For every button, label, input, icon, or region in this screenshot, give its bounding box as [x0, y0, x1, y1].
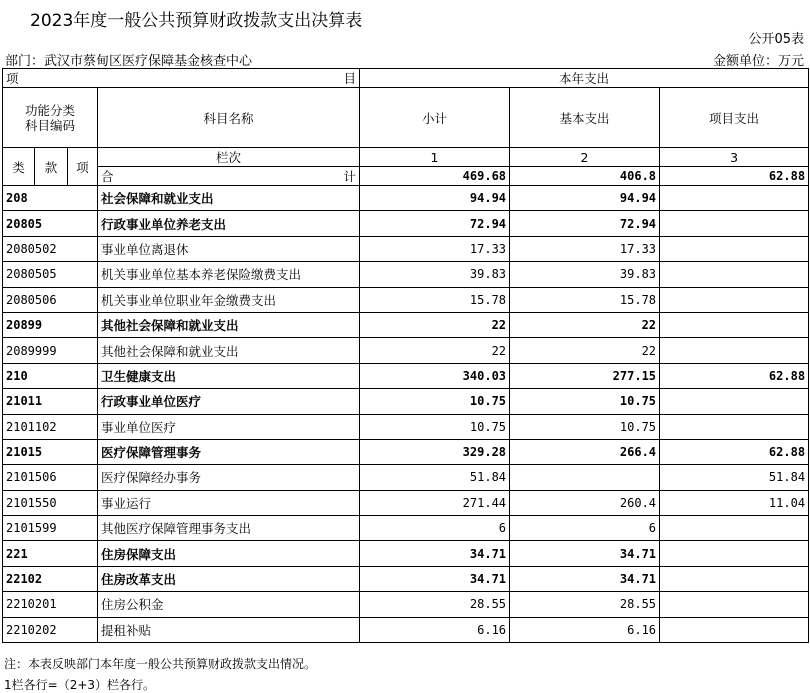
row-basic: 72.94 [510, 211, 660, 236]
row-code: 2101506 [3, 465, 98, 490]
row-basic: 15.78 [510, 287, 660, 312]
row-subtotal: 10.75 [360, 389, 510, 414]
row-basic: 34.71 [510, 566, 660, 591]
note-1: 注：本表反映部门本年度一般公共预算财政拨款支出情况。 [4, 657, 317, 671]
row-subject-name: 卫生健康支出 [98, 363, 360, 388]
table-row [3, 414, 809, 439]
row-basic: 6.16 [510, 617, 660, 642]
department-label: 部门：武汉市蔡甸区医疗保障基金核查中心 [5, 54, 253, 69]
row-subtotal: 329.28 [360, 439, 510, 464]
row-subject-name: 事业运行 [98, 490, 360, 515]
row-basic: 260.4 [510, 490, 660, 515]
header-subject-name: 科目名称 [98, 88, 360, 148]
table-row [3, 592, 809, 617]
header-row-3 [3, 148, 809, 167]
col-number-2: 2 [510, 148, 660, 167]
total-project: 62.88 [660, 167, 809, 186]
table-row [3, 566, 809, 591]
row-code: 221 [3, 541, 98, 566]
row-project [660, 262, 809, 287]
row-subject-name: 住房公积金 [98, 592, 360, 617]
row-project [660, 516, 809, 541]
expenditure-table [2, 68, 809, 643]
amount-unit-label: 金额单位：万元 [712, 54, 804, 69]
row-basic: 17.33 [510, 236, 660, 261]
row-code: 2210202 [3, 617, 98, 642]
row-code: 2080502 [3, 236, 98, 261]
row-project [660, 541, 809, 566]
header-func-code: 功能分类 科目编码 [3, 88, 98, 148]
report-title: 2023年度一般公共预算财政拨款支出决算表 [30, 11, 363, 31]
row-code: 20805 [3, 211, 98, 236]
row-project: 51.84 [660, 465, 809, 490]
row-project [660, 186, 809, 211]
row-project [660, 566, 809, 591]
row-subtotal: 17.33 [360, 236, 510, 261]
row-subject-name: 其他社会保障和就业支出 [98, 338, 360, 363]
table-row [3, 262, 809, 287]
row-code: 22102 [3, 566, 98, 591]
row-project [660, 312, 809, 337]
row-subtotal: 34.71 [360, 566, 510, 591]
col-number-1: 1 [360, 148, 510, 167]
row-subject-name: 事业单位医疗 [98, 414, 360, 439]
row-subtotal: 271.44 [360, 490, 510, 515]
table-row [3, 516, 809, 541]
row-project: 11.04 [660, 490, 809, 515]
row-basic: 34.71 [510, 541, 660, 566]
row-subtotal: 51.84 [360, 465, 510, 490]
row-subject-name: 住房改革支出 [98, 566, 360, 591]
table-row [3, 465, 809, 490]
row-subject-name: 住房保障支出 [98, 541, 360, 566]
header-lanci: 栏次 [98, 148, 360, 167]
row-basic: 277.15 [510, 363, 660, 388]
row-subject-name: 机关事业单位基本养老保险缴费支出 [98, 262, 360, 287]
header-kuan: 款 [35, 148, 68, 186]
header-current-year: 本年支出 [360, 69, 809, 88]
row-project [660, 211, 809, 236]
row-subject-name: 其他社会保障和就业支出 [98, 312, 360, 337]
total-he: 合 [101, 169, 114, 184]
form-number: 公开05表 [748, 32, 804, 47]
table-row [3, 490, 809, 515]
row-subtotal: 6.16 [360, 617, 510, 642]
row-subject-name: 医疗保障管理事务 [98, 439, 360, 464]
table-row [3, 363, 809, 388]
row-code: 20899 [3, 312, 98, 337]
row-subtotal: 94.94 [360, 186, 510, 211]
row-subtotal: 10.75 [360, 414, 510, 439]
row-subtotal: 22 [360, 338, 510, 363]
total-row [3, 167, 809, 186]
header-lei: 类 [3, 148, 35, 186]
row-basic: 266.4 [510, 439, 660, 464]
row-code: 210 [3, 363, 98, 388]
row-code: 208 [3, 186, 98, 211]
row-basic: 39.83 [510, 262, 660, 287]
row-basic [510, 465, 660, 490]
row-project [660, 287, 809, 312]
row-subtotal: 22 [360, 312, 510, 337]
table-row [3, 287, 809, 312]
header-xiang-sub: 项 [68, 148, 98, 186]
row-subject-name: 其他医疗保障管理事务支出 [98, 516, 360, 541]
row-basic: 10.75 [510, 414, 660, 439]
row-subject-name: 医疗保障经办事务 [98, 465, 360, 490]
row-code: 2101102 [3, 414, 98, 439]
row-subtotal: 34.71 [360, 541, 510, 566]
header-mu: 目 [343, 71, 357, 86]
table-row [3, 186, 809, 211]
row-project [660, 617, 809, 642]
header-subtotal: 小计 [360, 88, 510, 148]
row-project [660, 592, 809, 617]
table-row [3, 211, 809, 236]
table-row [3, 338, 809, 363]
header-project: 项目支出 [660, 88, 809, 148]
row-code: 21015 [3, 439, 98, 464]
row-code: 21011 [3, 389, 98, 414]
row-basic: 28.55 [510, 592, 660, 617]
row-code: 2080506 [3, 287, 98, 312]
row-project [660, 414, 809, 439]
row-subtotal: 72.94 [360, 211, 510, 236]
row-subject-name: 事业单位离退休 [98, 236, 360, 261]
table-row [3, 389, 809, 414]
row-project: 62.88 [660, 363, 809, 388]
row-basic: 94.94 [510, 186, 660, 211]
col-number-3: 3 [660, 148, 809, 167]
row-project [660, 236, 809, 261]
table-row [3, 617, 809, 642]
row-basic: 22 [510, 312, 660, 337]
row-subject-name: 提租补贴 [98, 617, 360, 642]
header-basic: 基本支出 [510, 88, 660, 148]
row-subtotal: 28.55 [360, 592, 510, 617]
total-ji: 计 [343, 169, 357, 184]
header-xiang: 项 [6, 71, 19, 86]
row-project [660, 389, 809, 414]
row-subtotal: 15.78 [360, 287, 510, 312]
total-basic: 406.8 [510, 167, 660, 186]
row-project [660, 338, 809, 363]
header-xiang-mu [3, 69, 360, 88]
row-subject-name: 行政事业单位养老支出 [98, 211, 360, 236]
row-code: 2101550 [3, 490, 98, 515]
header-row-2 [3, 88, 809, 148]
row-subject-name: 行政事业单位医疗 [98, 389, 360, 414]
row-code: 2089999 [3, 338, 98, 363]
row-basic: 6 [510, 516, 660, 541]
row-code: 2210201 [3, 592, 98, 617]
header-row-1 [3, 69, 809, 88]
row-code: 2101599 [3, 516, 98, 541]
row-basic: 10.75 [510, 389, 660, 414]
row-subtotal: 340.03 [360, 363, 510, 388]
row-code: 2080505 [3, 262, 98, 287]
row-basic: 22 [510, 338, 660, 363]
row-subject-name: 社会保障和就业支出 [98, 186, 360, 211]
table-row [3, 236, 809, 261]
table-row [3, 312, 809, 337]
table-row [3, 439, 809, 464]
row-project: 62.88 [660, 439, 809, 464]
note-2: 1栏各行=（2+3）栏各行。 [4, 678, 156, 692]
total-label [98, 167, 360, 186]
row-subtotal: 6 [360, 516, 510, 541]
total-subtotal: 469.68 [360, 167, 510, 186]
table-row [3, 541, 809, 566]
row-subtotal: 39.83 [360, 262, 510, 287]
row-subject-name: 机关事业单位职业年金缴费支出 [98, 287, 360, 312]
